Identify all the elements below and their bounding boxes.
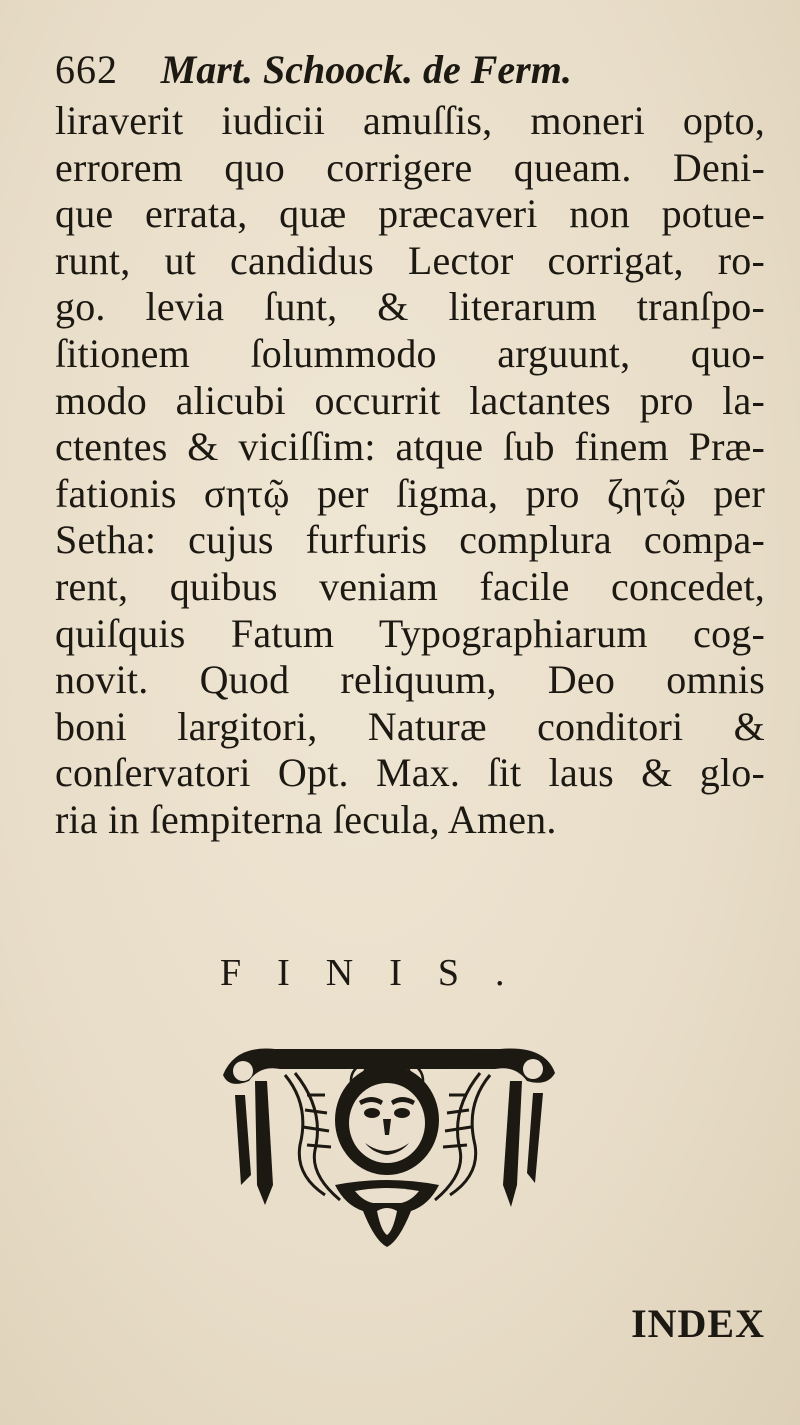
ornament-mask-icon [215, 1035, 560, 1250]
text-line: liraverit iudicii amuſſis, moneri opto, [55, 98, 765, 143]
text-line: Setha: cujus furfuris complura compa- [55, 517, 765, 563]
catchword: INDEX [631, 1301, 765, 1346]
text-line: boni largitori, Naturæ conditori & [55, 703, 765, 749]
text-line: modo alicubi occurrit lactantes pro la- [55, 377, 765, 423]
text-line: fationis σητῷ per ſigma, pro ζητῷ per [55, 470, 765, 516]
text-line: que errata, quæ præcaveri non potue- [55, 191, 765, 237]
text-line: runt, ut candidus Lector corrigat, ro- [55, 237, 765, 283]
page-number: 662 [55, 47, 118, 92]
running-title: Mart. Schoock. de Ferm. [160, 47, 572, 92]
text-line: quiſquis Fatum Typographiarum cog- [55, 610, 765, 656]
text-line: rent, quibus veniam facile concedet, [55, 563, 765, 609]
text-line: go. levia ſunt, & literarum tranſpo- [55, 284, 765, 330]
body-text [55, 98, 765, 844]
page-header [55, 42, 755, 98]
text-line: ria in ſempiterna ſecula, Amen. [55, 796, 557, 842]
text-line: errorem quo corrigere queam. Deni- [55, 144, 765, 190]
finis-heading: FINIS. [220, 952, 541, 994]
text-line: conſervatori Opt. Max. ſit laus & glo- [55, 750, 765, 796]
text-line: novit. Quod reliquum, Deo omnis [55, 657, 765, 703]
text-line: ctentes & viciſſim: atque ſub finem Præ- [55, 424, 765, 470]
text-line: ſitionem ſolummodo arguunt, quo- [55, 330, 765, 376]
